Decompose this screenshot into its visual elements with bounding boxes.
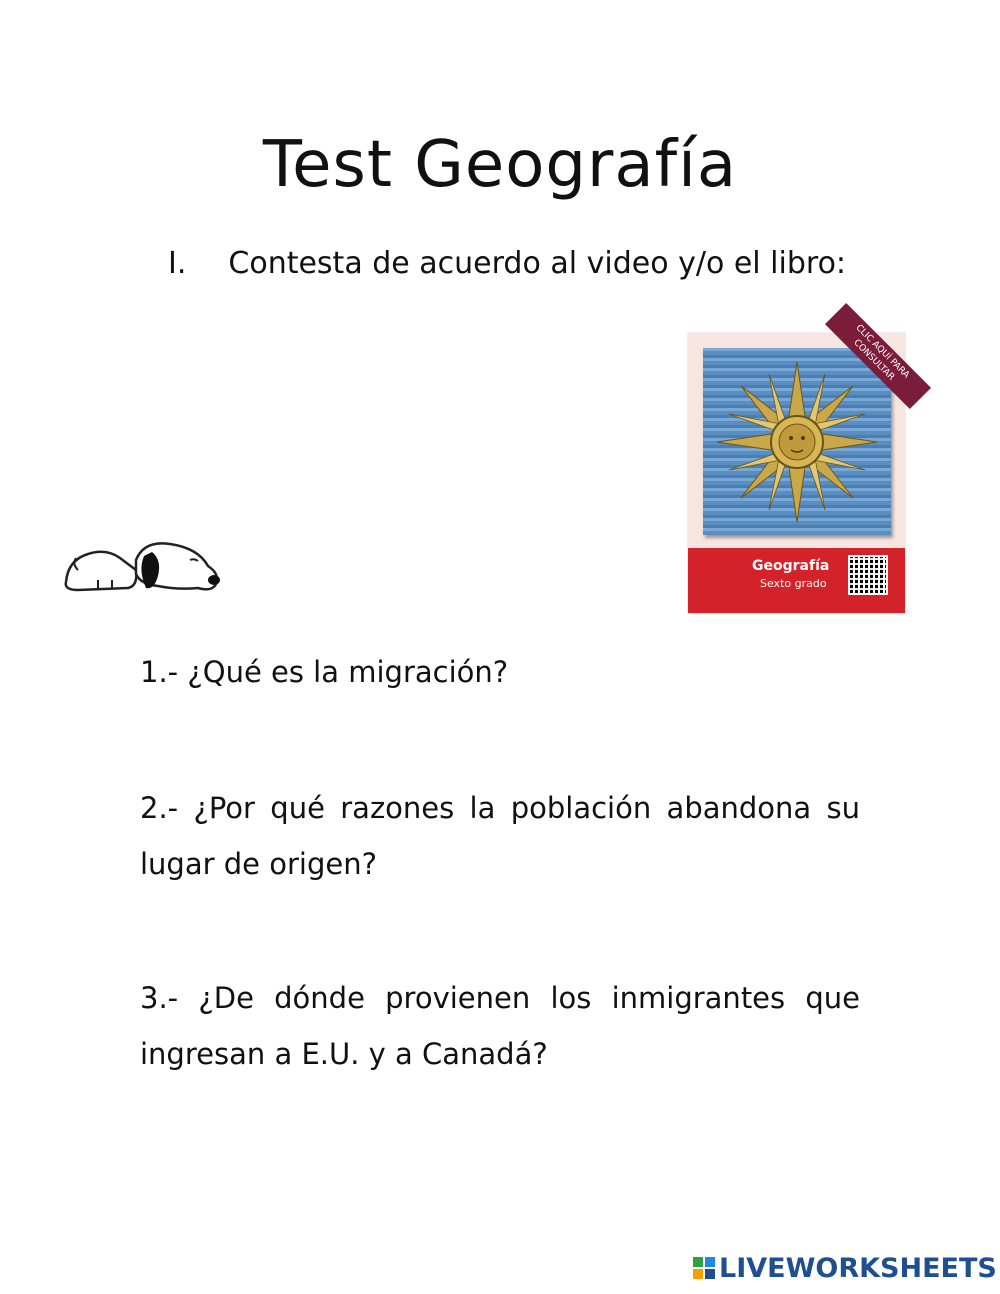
question-3: 3.- ¿De dónde provienen los inmigrantes que ingresan a E.U. y a Canadá? [140,981,860,1071]
question-2: 2.- ¿Por qué razones la población abandona su lugar de origen? [140,791,860,881]
book-title: Geografía [752,558,830,574]
brand-logo[interactable] [693,1252,997,1284]
sleeping-dog-icon [58,530,226,610]
instruction-text: Contesta de acuerdo al video y/o el libro: [228,246,847,281]
liveworksheets-icon [693,1257,715,1279]
book-cover-link[interactable] [688,322,912,613]
page-title: Test Geografía [262,128,738,202]
compass-rose-image [703,348,891,535]
book-subtitle: Sexto grado [760,577,827,590]
question-1: 1.- ¿Qué es la migración? [140,655,509,689]
instruction-number: I. [168,246,187,281]
instruction [168,246,846,281]
qr-code-icon [850,557,886,593]
book-title-band [688,548,905,613]
consult-ribbon[interactable]: CLIC AQUÍ PARA CONSULTAR [825,303,931,409]
brand-name: LIVEWORKSHEETS [719,1252,997,1284]
